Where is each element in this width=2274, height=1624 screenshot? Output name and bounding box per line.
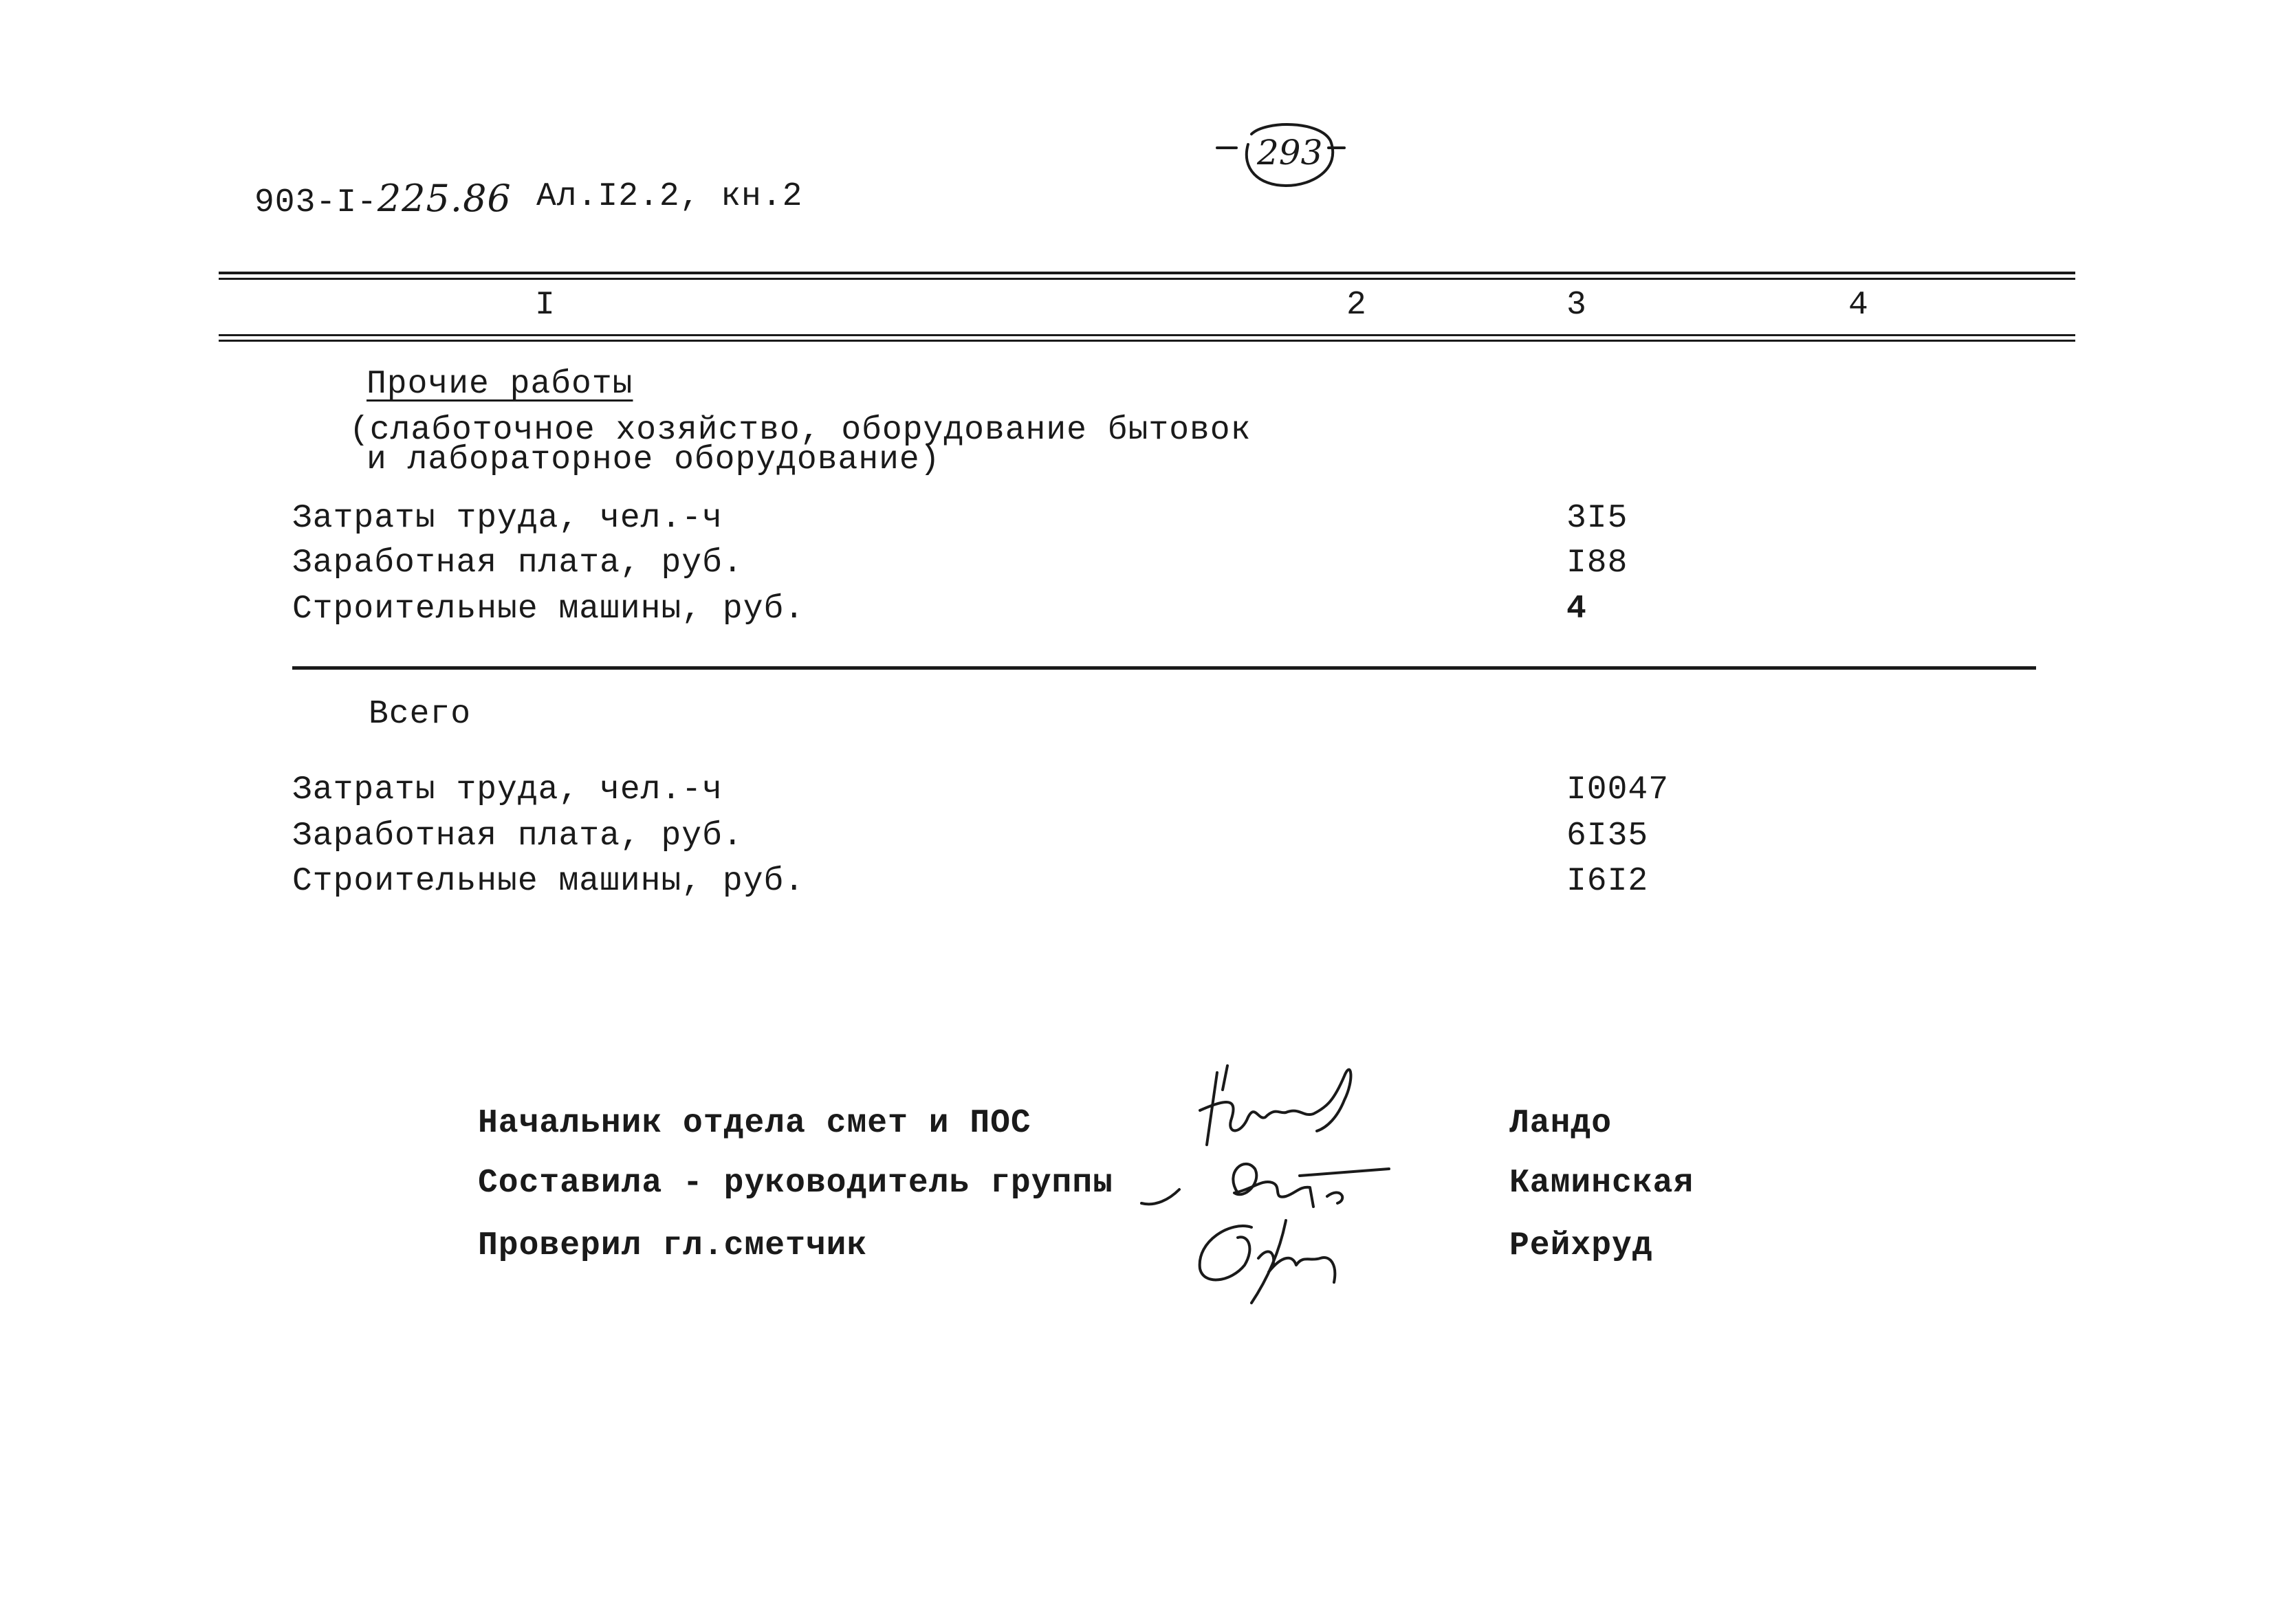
document-code-printed: 903-I- (254, 184, 378, 221)
column-header-3: 3 (1566, 287, 1587, 324)
other-row-label: Заработная плата, руб. (292, 545, 743, 582)
other-row-value: 3I5 (1566, 500, 1628, 537)
page-number: 293 (1257, 133, 1323, 173)
signature-name: Каминская (1509, 1165, 1694, 1202)
signature-role: Составила - руководитель группы (478, 1165, 1113, 1202)
album-reference: Ал.I2.2, кн.2 (536, 178, 803, 215)
signature-role: Проверил гл.сметчик (478, 1227, 868, 1264)
total-row-label: Заработная плата, руб. (292, 818, 743, 855)
signature-name: Рейхруд (1509, 1227, 1653, 1264)
column-header-4: 4 (1848, 287, 1869, 324)
column-header-1: I (535, 287, 556, 324)
signature-name: Ландо (1509, 1105, 1612, 1142)
total-row-value: I6I2 (1566, 863, 1649, 900)
document-code-handwritten: 225.86 (377, 177, 512, 220)
total-row-value: 6I35 (1566, 818, 1649, 855)
section-divider-rule (292, 666, 2036, 670)
other-row-label: Строительные машины, руб. (292, 591, 805, 628)
section-other-subtitle-line2: и лабораторное оборудование) (367, 441, 941, 479)
other-row-value: I88 (1566, 545, 1628, 582)
table-header-bottom-rule-2 (219, 340, 2075, 342)
other-row-label: Затраты труда, чел.-ч (292, 500, 723, 537)
section-other-title: Прочие работы (367, 366, 633, 403)
handwritten-signature-1-icon (1190, 1059, 1410, 1155)
table-top-rule-1 (219, 272, 2075, 274)
section-other-subtitle-line1: (слаботочное хозяйство, оборудование бытовок (349, 412, 1251, 449)
column-header-2: 2 (1346, 287, 1367, 324)
table-top-rule-2 (219, 278, 2075, 280)
section-total-title: Всего (369, 696, 472, 733)
document-code (254, 177, 512, 221)
total-row-value: I0047 (1566, 771, 1670, 809)
handwritten-signature-3-icon (1183, 1207, 1389, 1310)
other-row-value: 4 (1566, 591, 1587, 628)
table-header-bottom-rule-1 (219, 334, 2075, 336)
total-row-label: Затраты труда, чел.-ч (292, 771, 723, 809)
total-row-label: Строительные машины, руб. (292, 863, 805, 900)
page-number-stamp (1210, 120, 1348, 196)
signature-role: Начальник отдела смет и ПОС (478, 1105, 1031, 1142)
